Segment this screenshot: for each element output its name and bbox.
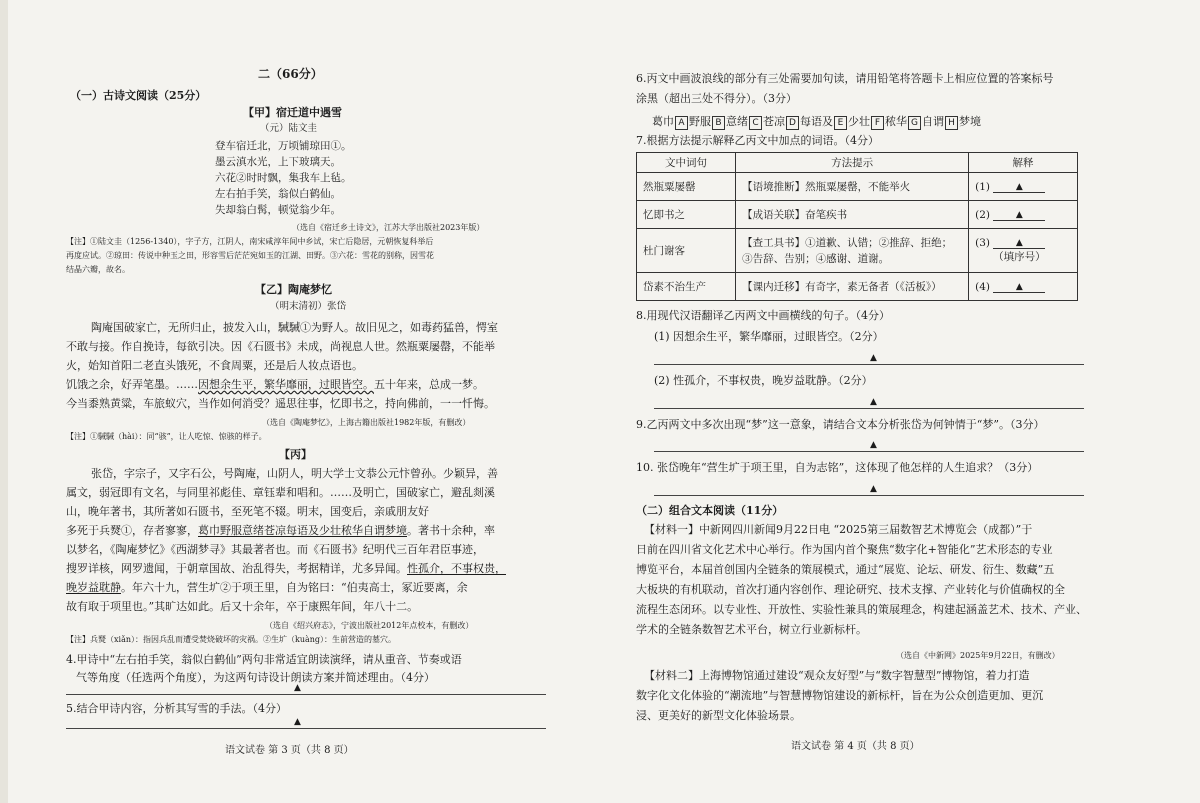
question-6: 涂黑（超出三处不得分）。（3分） — [636, 92, 797, 105]
answer-marker: ▲ — [870, 440, 877, 450]
bing-underline-sentence: 性孤介，不事权贵， — [407, 562, 506, 575]
table-row — [637, 173, 1078, 201]
answer-blank: ▲ — [993, 182, 1045, 193]
answer-line-q10[interactable] — [654, 495, 1084, 496]
table-cell-word: 然瓶粟屡罄 — [637, 173, 736, 201]
bing-note: 【注】兵燹（xiǎn）：指因兵乱而遭受焚烧破坏的灾祸。②生圹（kuàng）：生前营造的墓穴。 — [66, 635, 397, 644]
material-1-text: 流程生态闭环。以专业性、开放性、实验性兼具的策展理念，构建起涵盖艺术、技术、产业、 — [636, 603, 1087, 616]
table-cell-word: 忆即书之 — [637, 201, 736, 229]
table-cell-answer[interactable]: (4) ▲ — [969, 273, 1078, 301]
section-title: 二（66分） — [258, 67, 323, 81]
table-cell-answer[interactable]: (2) ▲ — [969, 201, 1078, 229]
bing-text: 晚岁益耽静。年六十九，营生圹②于项王里，自为铭曰：“伯夷高士，冢近要离，余 — [66, 581, 468, 594]
bing-text: 属文，弱冠即有文名，与同里祁彪佳、章钰辈和唱和。……及明亡，国破家亡，避乱剡溪 — [66, 486, 495, 499]
material-1-text: 学术的全链条数智艺术平台，树立行业新标杆。 — [636, 623, 867, 636]
material-1-text: 【材料一】中新网四川新闻9月22日电 “2025第三届数智艺术博览会（成都）”于 — [644, 523, 1033, 536]
bing-title: 【丙】 — [279, 448, 312, 461]
bing-text: 搜罗详核，网罗遗闻，于朝章国故、治乱得失，考据精详，尤多异闻。性孤介，不事权贵， — [66, 562, 506, 575]
option-box-a[interactable]: A — [675, 116, 688, 130]
question-5: 5.结合甲诗内容，分析其写雪的手法。（4分） — [66, 702, 287, 715]
option-box-h[interactable]: H — [945, 116, 958, 130]
option-box-d[interactable]: D — [786, 116, 799, 130]
table-header: 方法提示 — [736, 153, 969, 173]
yi-author: （明末清初）张岱 — [270, 301, 347, 312]
table-cell-word: 杜门谢客 — [637, 229, 736, 273]
yi-text: 陶庵国破家亡，无所归止，披发入山，駴駴①为野人。故旧见之，如毒药猛兽，愕室 — [91, 321, 498, 334]
page-footer: 语文试卷 第 4 页（共 8 页） — [791, 741, 920, 752]
table-cell-word: 岱素不治生产 — [637, 273, 736, 301]
answer-marker: ▲ — [294, 683, 301, 693]
material-2-text: 数字化文化体验的“潮流地”与智慧博物馆建设的新标杆，旨在为公众创造更加、更沉 — [636, 689, 1044, 702]
table-cell-hint: 【成语关联】奋笔疾书 — [736, 201, 969, 229]
yi-text: 今当黍熟黄粱，车旅蚁穴，当作如何消受？遥思往事，忆即书之，持向佛前，一一忏悔。 — [66, 397, 495, 410]
poem-line: 登车宿迁北，万顷铺琼田①。 — [215, 140, 352, 152]
poem-line: 左右拍手笑，翁似白鹤仙。 — [215, 188, 341, 200]
material-2-text: 【材料二】上海博物馆通过建设“观众友好型”与“数字智慧型”博物馆，着力打造 — [644, 669, 1030, 682]
answer-marker: ▲ — [294, 717, 301, 727]
table-row — [637, 229, 1078, 273]
poem-note: 再度应试。②琼田：传说中种玉之田，形容雪后茫茫宛如玉的江湖、田野。③六花：雪花的别称，因雪花 — [66, 251, 434, 260]
question-7: 7.根据方法提示解释乙丙文中加点的词语。（4分） — [636, 134, 879, 147]
material-1-text: 大板块的有机联动，首次打通内容创作、理论研究、技术支撑、产业转化与价值确权的全 — [636, 583, 1065, 596]
answer-blank: ▲ — [993, 210, 1045, 221]
poem-author: （元）陆文圭 — [260, 123, 318, 134]
answer-marker: ▲ — [870, 397, 877, 407]
question-4: 气等角度（任选两个角度），为这两句诗设计朗读方案并简述理由。（4分） — [76, 671, 435, 684]
material-1-text: 博览平台，本届首创国内全链条的策展模式，通过“展览、论坛、研发、衍生、数藏”五 — [636, 563, 1055, 576]
page-4 — [600, 0, 1200, 803]
question-8-1: (1) 因想余生平，繁华靡丽，过眼皆空。（2分） — [654, 330, 884, 343]
table-row — [637, 201, 1078, 229]
material-1-source: （选自《中新网》2025年9月22日，有删改） — [896, 651, 1060, 660]
table-header: 解释 — [969, 153, 1078, 173]
yi-title: 【乙】陶庵梦忆 — [255, 283, 332, 296]
poem-note: 结晶六瓣，故名。 — [66, 265, 130, 274]
table-row — [637, 273, 1078, 301]
part1-title: （一）古诗文阅读（25分） — [70, 89, 207, 102]
answer-line-q9[interactable] — [654, 451, 1084, 452]
poem-source: （选自《宿迁乡土诗文》，江苏大学出版社2023年版） — [292, 223, 485, 232]
option-box-b[interactable]: B — [712, 116, 725, 130]
poem-note: 【注】①陆文圭（1256-1340），字子方，江阴人，南宋咸淳年间中乡试，宋亡后隐居，元朝恢复科举后 — [66, 237, 434, 246]
poem-line: 墨云滇水光，上下玻璃天。 — [215, 156, 341, 168]
question-10: 10. 张岱晚年“营生圹于项王里，自为志铭”，这体现了他怎样的人生追求？（3分） — [636, 461, 1039, 474]
table-header: 文中词句 — [637, 153, 736, 173]
answer-blank: ▲ — [993, 238, 1045, 249]
bing-text: 故有取于项里也。”其旷达如此。后又十余年，卒于康熙年间，年八十二。 — [66, 600, 419, 613]
bing-text: 张岱，字宗子，又字石公，号陶庵，山阴人，明大学士文恭公元忭曾孙。少颖异，善 — [91, 467, 498, 480]
q6-options: 葛巾 A 野服 B 意绪 C 苍凉 D 每语及 E 少壮 F 秾华 G 自谓 H 梦境 — [652, 115, 981, 128]
poem-line: 失却翁白髯，顿觉翁少年。 — [215, 204, 341, 216]
yi-wave-sentence: 因想余生平，繁华靡丽，过眼皆空。 — [198, 378, 374, 391]
yi-text: 饥饿之余，好弄笔墨。……因想余生平，繁华靡丽，过眼皆空。五十年来，总成一梦。 — [66, 378, 484, 391]
yi-text: 火，始知首阳二老直头饿死，不食周粟，还是后人妆点语也。 — [66, 359, 363, 372]
option-box-e[interactable]: E — [834, 116, 847, 130]
table-cell-answer[interactable]: (3) ▲ （填序号） — [969, 229, 1078, 273]
answer-marker: ▲ — [870, 353, 877, 363]
poem-title: 【甲】宿迁道中遇雪 — [243, 106, 342, 119]
bing-text: 多死于兵燹①，存者寥寥，葛巾野服意绪苍凉每语及少壮秾华自谓梦境。著书十余种，率 — [66, 524, 495, 537]
table-cell-hint: 【语境推断】然瓶粟屡罄，不能举火 — [736, 173, 969, 201]
yi-note: 【注】①駴駴（hài）：同“骇”，让人吃惊、惊骇的样子。 — [66, 432, 267, 441]
table-cell-hint: 【课内迁移】有奇字，素无备者（《活板》） — [736, 273, 969, 301]
bing-text: 山，晚年著书，其所著如石匮书，至死笔不辍。明末，国变后，亲戚朋友好 — [66, 505, 429, 518]
option-box-g[interactable]: G — [908, 116, 921, 130]
answer-blank: ▲ — [993, 282, 1045, 293]
material-1-text: 日前在四川省文化艺术中心举行。作为国内首个聚焦“数字化+智能化”艺术形态的专业 — [636, 543, 1053, 556]
option-box-f[interactable]: F — [871, 116, 884, 130]
question-8-2: (2) 性孤介，不事权贵，晚岁益耽静。（2分） — [654, 374, 873, 387]
question-9: 9.乙丙两文中多次出现“梦”这一意象，请结合文本分析张岱为何钟情于“梦”。（3分） — [636, 418, 1045, 431]
question-6: 6.丙文中画波浪线的部分有三处需要加句读，请用铅笔将答题卡上相应位置的答案标号 — [636, 72, 1054, 85]
option-box-c[interactable]: C — [749, 116, 762, 130]
page-footer: 语文试卷 第 3 页（共 8 页） — [225, 745, 354, 756]
part2-title: （二）组合文本阅读（11分） — [636, 504, 784, 517]
answer-line-q5[interactable] — [66, 728, 546, 729]
table-cell-hint: 【查工具书】①道歉、认错；②推辞、拒绝；③告辞、告别；④感谢、道谢。 — [736, 229, 969, 273]
yi-text: 不敢与接。作自挽诗，每欲引决。因《石匮书》未成，尚视息人世。然瓶粟屡罄，不能举 — [66, 340, 495, 353]
answer-line-q8-1[interactable] — [654, 364, 1084, 365]
question-4: 4.甲诗中“左右拍手笑，翁似白鹤仙”两句非常适宜朗读演绎，请从重音、节奏或语 — [66, 653, 462, 666]
table-cell-answer[interactable]: (1) ▲ — [969, 173, 1078, 201]
bing-wave-text: 葛巾野服意绪苍凉每语及少壮秾华自谓梦境 — [198, 524, 407, 537]
poem-line: 六花②时时飘，集我车上毡。 — [215, 172, 352, 184]
bing-source: （选自《绍兴府志》，宁波出版社2012年点校本，有删改） — [265, 621, 474, 630]
bing-text: 以梦名，《陶庵梦忆》《西湖梦寻》其最著者也。而《石匮书》纪明代三百年君臣事迹， — [66, 543, 484, 556]
bing-underline-sentence: 晚岁益耽静 — [66, 581, 121, 594]
answer-line-q8-2[interactable] — [654, 408, 1084, 409]
question-8: 8.用现代汉语翻译乙丙两文中画横线的句子。（4分） — [636, 309, 890, 322]
q7-table — [636, 152, 1078, 301]
material-2-text: 浸、更美好的新型文化体验场景。 — [636, 709, 801, 722]
answer-line-q4[interactable] — [66, 694, 546, 695]
answer-marker: ▲ — [870, 484, 877, 494]
yi-source: （选自《陶庵梦忆》，上海古籍出版社1982年版，有删改） — [262, 418, 471, 427]
